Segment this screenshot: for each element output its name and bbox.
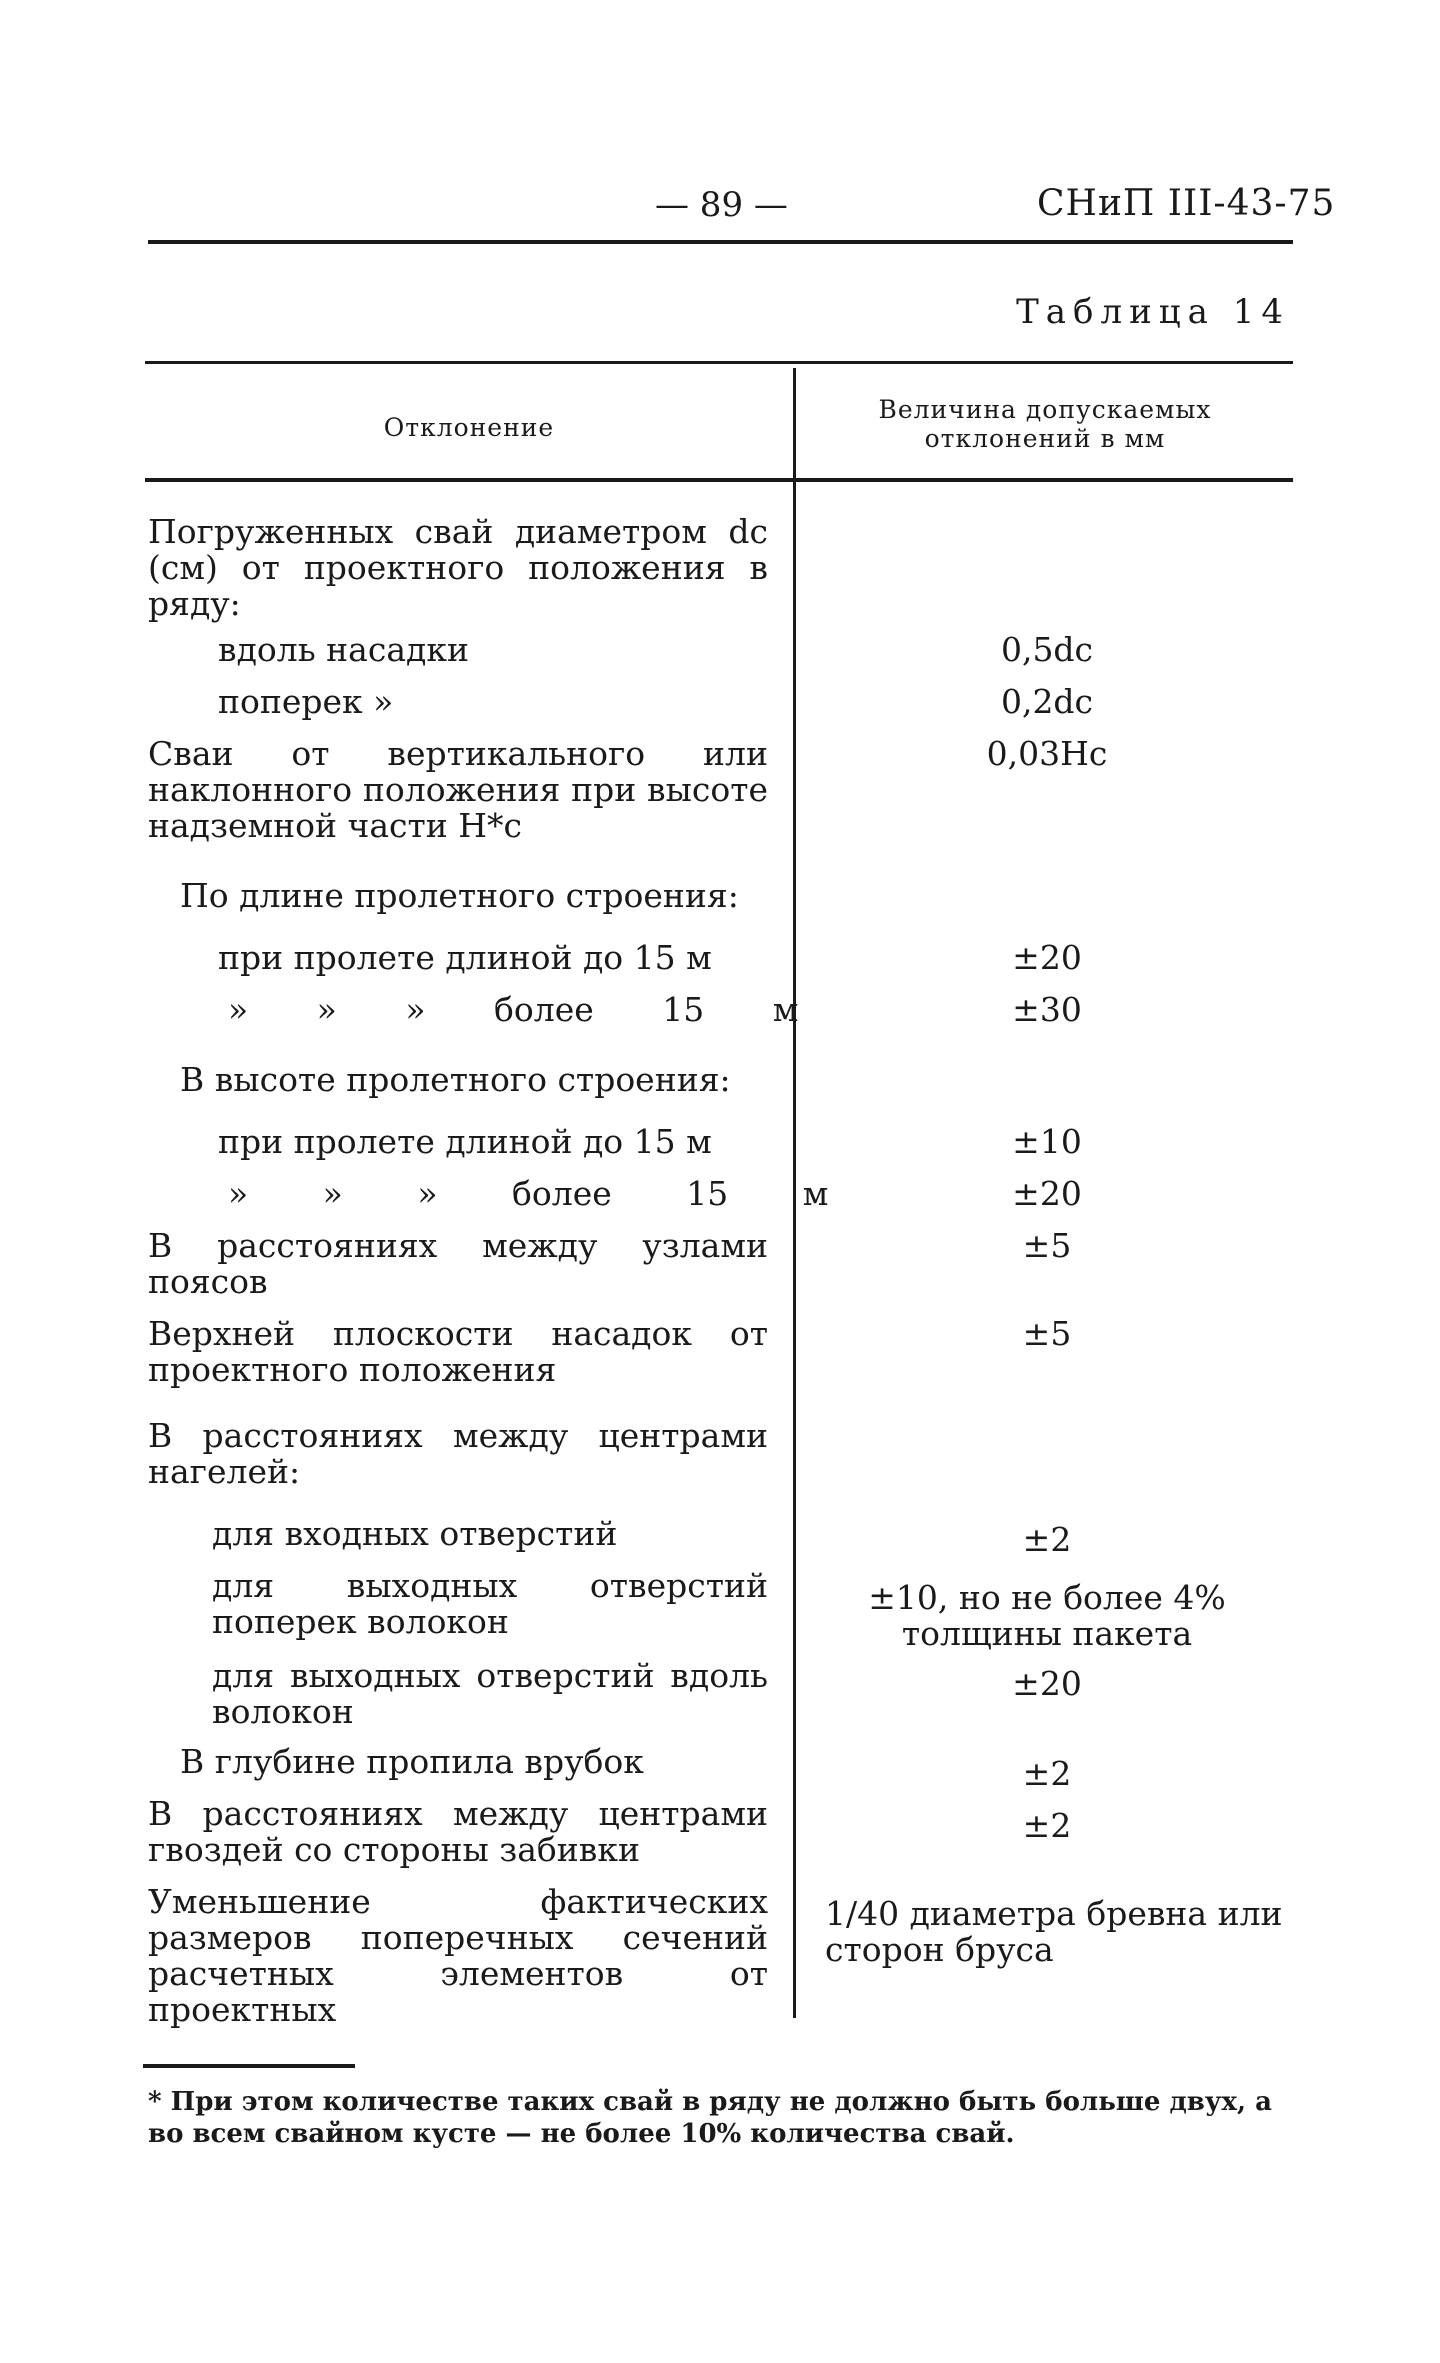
column-header-tolerance-line1: Величина допускаемых bbox=[878, 395, 1212, 424]
table-row-text: » » » более 15 м bbox=[228, 990, 799, 1029]
table-row-value: 0,2dc bbox=[1000, 682, 1094, 721]
table-row-text: вдоль насадки bbox=[218, 630, 469, 669]
header-rule bbox=[148, 240, 1293, 244]
table-row-text: для выходных отверстий вдоль волокон bbox=[212, 1656, 768, 1731]
column-header-tolerance bbox=[800, 395, 1290, 453]
table-row-value: 0,5dc bbox=[1000, 630, 1094, 669]
table-top-rule bbox=[145, 361, 1293, 364]
table-row-value: ±10 bbox=[1012, 1122, 1082, 1161]
document-code: СНиП III-43-75 bbox=[1037, 183, 1336, 224]
table-row-value: 0,03Hc bbox=[986, 734, 1108, 773]
table-row-text: В расстояниях между центрами нагелей: bbox=[148, 1416, 768, 1491]
table-row-value: ±2 bbox=[1022, 1754, 1072, 1793]
table-row-text: Верхней плоскости насадок от проектного положения bbox=[148, 1314, 768, 1389]
table-row-text: В расстояниях между центрами гвоздей со стороны забивки bbox=[148, 1794, 768, 1869]
table-row-text: при пролете длиной до 15 м bbox=[218, 1122, 712, 1161]
table-row-value: ±20 bbox=[1012, 1174, 1082, 1213]
table-row-value: ±30 bbox=[1012, 990, 1082, 1029]
table-row-value: ±2 bbox=[1022, 1806, 1072, 1845]
table-row-value: ±10, но не более 4% толщины пакета bbox=[868, 1578, 1226, 1653]
table-row-value: ±20 bbox=[1012, 1664, 1082, 1703]
table-row-value: ±2 bbox=[1022, 1520, 1072, 1559]
table-row-text: В высоте пролетного строения: bbox=[180, 1060, 731, 1099]
table-row-value: ±20 bbox=[1012, 938, 1082, 977]
page-number: — 89 — bbox=[655, 185, 788, 225]
table-row-text: По длине пролетного строения: bbox=[180, 876, 739, 915]
table-row-value: ±5 bbox=[1022, 1314, 1072, 1353]
column-header-tolerance-line2: отклонений в мм bbox=[924, 424, 1166, 453]
table-row-text: В глубине пропила врубок bbox=[180, 1742, 644, 1781]
table-row-text: поперек » bbox=[218, 682, 394, 721]
table-header-rule bbox=[145, 478, 1293, 482]
table-row-text: Уменьшение фактических размеров поперечных сечений расчетных элементов от проектных bbox=[148, 1882, 768, 2029]
table-row-text: » » » более 15 м bbox=[228, 1174, 829, 1213]
table-row-text: Сваи от вертикального или наклонного положения при высоте надземной части H*c bbox=[148, 734, 768, 845]
column-header-deviation: Отклонение bbox=[383, 413, 555, 442]
table-row-value: ±5 bbox=[1022, 1226, 1072, 1265]
footnote: * При этом количестве таких свай в ряду не должно быть больше двух, а во всем свайном кусте — не более 10% количества свай. bbox=[148, 2087, 1272, 2149]
table-row-text: Погруженных свай диаметром dc (см) от проектного положения в ряду: bbox=[148, 512, 768, 623]
table-row-text: В расстояниях между узлами поясов bbox=[148, 1226, 768, 1301]
footnote-rule bbox=[143, 2064, 355, 2068]
table-row-text: для выходных отверстий поперек волокон bbox=[212, 1566, 768, 1641]
table-title: Таблица 14 bbox=[1016, 292, 1290, 332]
table-row-text: при пролете длиной до 15 м bbox=[218, 938, 712, 977]
table-row-text: для входных отверстий bbox=[212, 1514, 618, 1553]
table-row-value: 1/40 диаметра бревна или сторон бруса bbox=[825, 1894, 1283, 1969]
